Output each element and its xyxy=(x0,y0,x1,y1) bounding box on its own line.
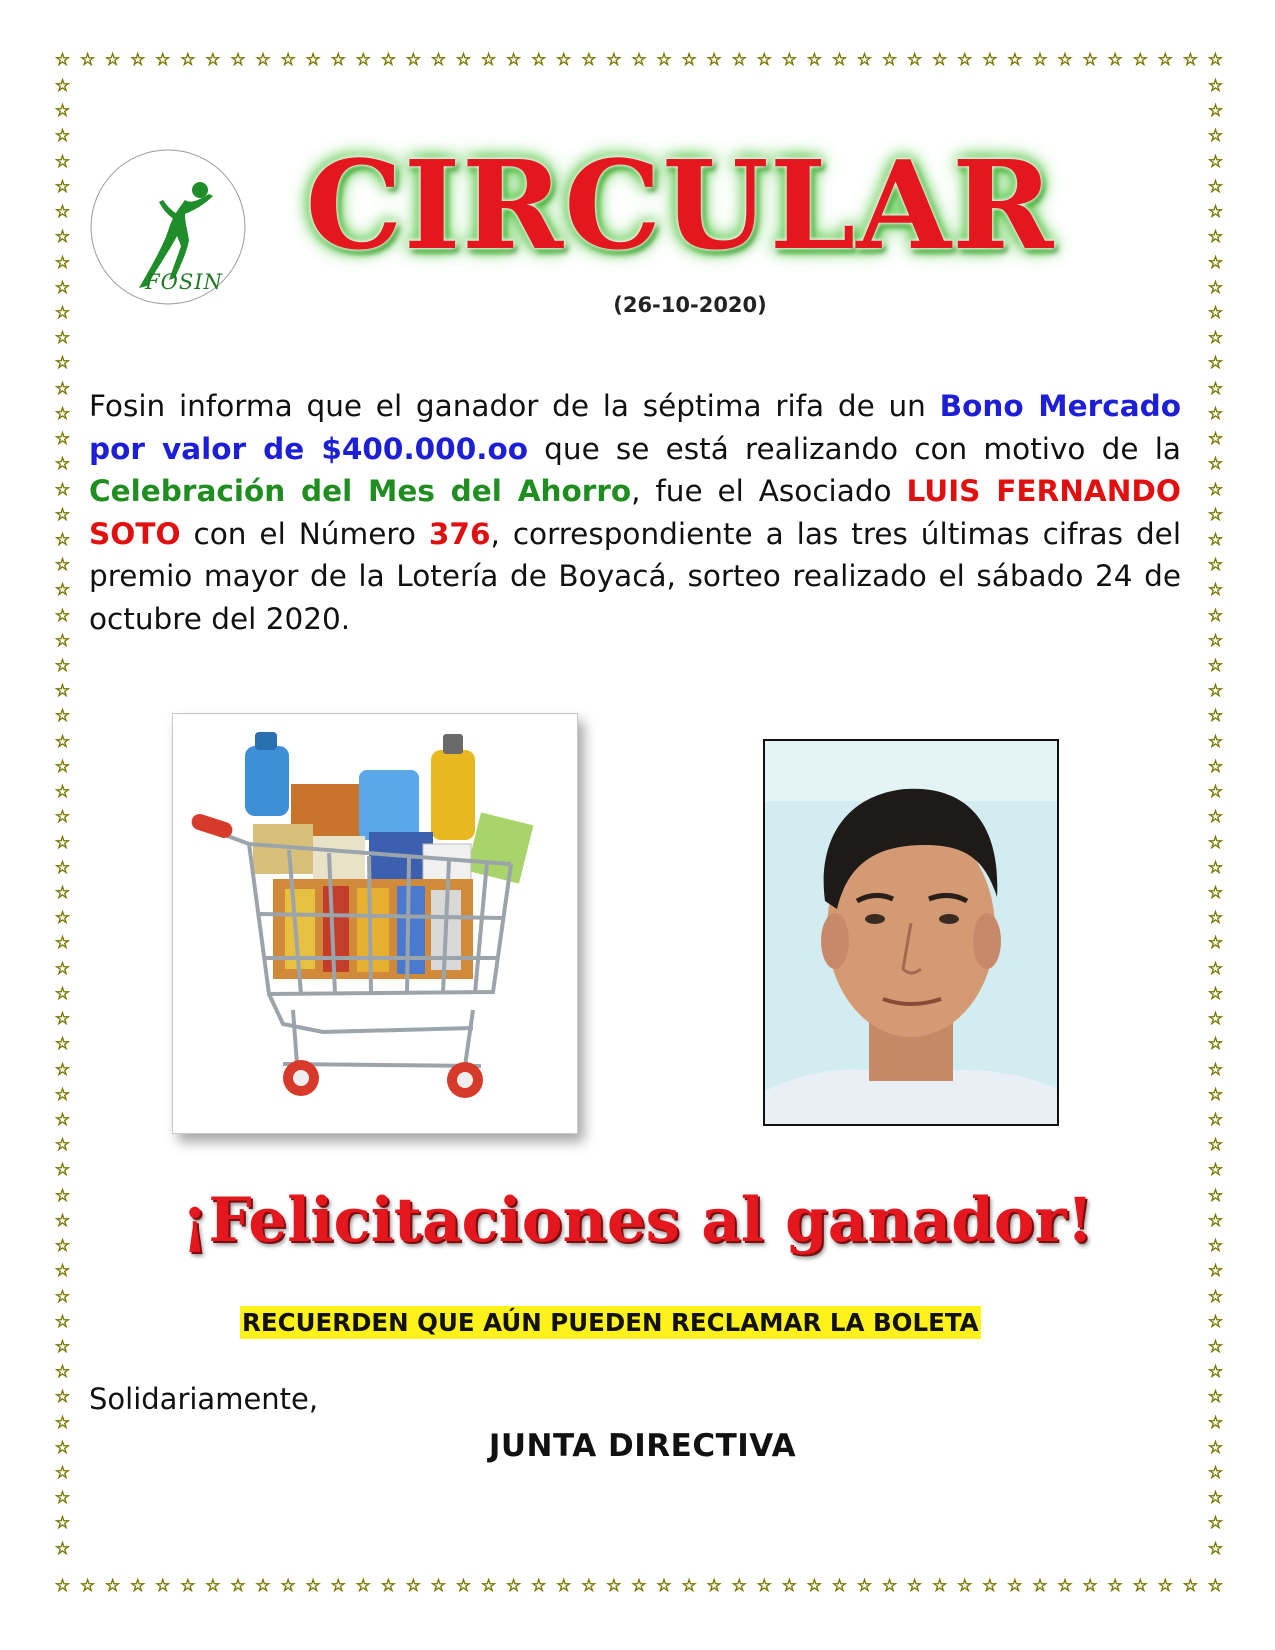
star-icon: ☆ xyxy=(1207,1412,1224,1433)
star-icon: ☆ xyxy=(1207,756,1224,777)
star-icon: ☆ xyxy=(606,1576,622,1596)
star-icon: ☆ xyxy=(706,1576,722,1596)
star-icon: ☆ xyxy=(681,50,697,70)
star-icon: ☆ xyxy=(1207,832,1224,853)
star-icon: ☆ xyxy=(380,50,396,70)
star-icon: ☆ xyxy=(1207,403,1224,424)
star-icon: ☆ xyxy=(54,429,71,450)
star-icon: ☆ xyxy=(556,50,572,70)
star-icon: ☆ xyxy=(54,1362,71,1383)
star-icon: ☆ xyxy=(1207,731,1224,752)
star-icon: ☆ xyxy=(54,908,71,929)
star-icon: ☆ xyxy=(781,1576,797,1596)
star-icon: ☆ xyxy=(907,1576,923,1596)
announcement-paragraph xyxy=(89,385,1181,640)
star-icon: ☆ xyxy=(79,1576,96,1596)
star-icon: ☆ xyxy=(957,50,973,70)
star-icon: ☆ xyxy=(1207,202,1224,223)
star-icon: ☆ xyxy=(1207,1236,1224,1257)
star-icon: ☆ xyxy=(1132,50,1148,70)
star-icon: ☆ xyxy=(255,50,271,70)
star-icon: ☆ xyxy=(54,126,71,147)
star-icon: ☆ xyxy=(54,1034,71,1055)
star-icon: ☆ xyxy=(856,1576,873,1596)
star-icon: ☆ xyxy=(405,50,421,70)
fosin-logo xyxy=(89,148,247,306)
star-icon: ☆ xyxy=(556,1576,572,1596)
star-icon: ☆ xyxy=(1207,1135,1224,1156)
star-icon: ☆ xyxy=(1007,50,1023,70)
star-icon: ☆ xyxy=(1207,1387,1224,1408)
star-icon: ☆ xyxy=(54,176,71,197)
star-icon: ☆ xyxy=(1207,1160,1224,1181)
star-icon: ☆ xyxy=(330,50,346,70)
announcement-text-4: con el Número xyxy=(180,516,429,551)
star-icon: ☆ xyxy=(731,50,747,70)
star-icon: ☆ xyxy=(1207,76,1224,96)
star-icon: ☆ xyxy=(54,1336,71,1357)
star-icon: ☆ xyxy=(205,50,221,70)
star-icon: ☆ xyxy=(54,76,71,96)
star-icon: ☆ xyxy=(1057,50,1073,70)
star-icon: ☆ xyxy=(1207,706,1224,727)
star-icon: ☆ xyxy=(54,1311,71,1332)
logo-figure-head xyxy=(192,182,208,198)
star-icon: ☆ xyxy=(1207,1488,1224,1509)
star-icon: ☆ xyxy=(856,50,873,70)
star-icon: ☆ xyxy=(681,1576,697,1596)
star-icon: ☆ xyxy=(1207,605,1224,626)
announcement-text-2: que se está realizando con motivo de la xyxy=(527,431,1181,466)
star-icon: ☆ xyxy=(480,1576,497,1596)
star-icon: ☆ xyxy=(731,1576,747,1596)
star-icon: ☆ xyxy=(54,605,71,626)
star-icon: ☆ xyxy=(54,1576,71,1596)
announcement-text-1: Fosin informa que el ganador de la séptima rifa de un xyxy=(89,389,940,423)
star-icon: ☆ xyxy=(1207,1362,1224,1383)
star-icon: ☆ xyxy=(1157,50,1173,70)
star-icon: ☆ xyxy=(54,227,71,248)
star-icon: ☆ xyxy=(531,50,547,70)
star-icon: ☆ xyxy=(1032,50,1048,70)
star-icon: ☆ xyxy=(105,1576,121,1596)
star-icon: ☆ xyxy=(54,1286,71,1307)
star-icon: ☆ xyxy=(1132,1576,1148,1596)
star-icon: ☆ xyxy=(54,504,71,525)
star-icon: ☆ xyxy=(756,1576,772,1596)
star-icon: ☆ xyxy=(54,580,71,601)
star-icon: ☆ xyxy=(1207,454,1224,475)
star-icon: ☆ xyxy=(54,782,71,803)
star-icon: ☆ xyxy=(1207,1463,1224,1484)
star-icon: ☆ xyxy=(130,50,146,70)
star-icon: ☆ xyxy=(1207,630,1224,651)
star-icon: ☆ xyxy=(54,1185,71,1206)
star-icon: ☆ xyxy=(1007,1576,1023,1596)
star-icon: ☆ xyxy=(1207,1261,1224,1282)
star-icon: ☆ xyxy=(54,479,71,500)
star-icon: ☆ xyxy=(1207,378,1224,399)
star-icon: ☆ xyxy=(932,1576,948,1596)
star-icon: ☆ xyxy=(631,1576,647,1596)
star-border-left xyxy=(54,78,71,1558)
star-icon: ☆ xyxy=(706,50,722,70)
star-icon: ☆ xyxy=(506,1576,522,1596)
star-icon: ☆ xyxy=(330,1576,346,1596)
star-icon: ☆ xyxy=(54,656,71,677)
star-icon: ☆ xyxy=(1207,302,1224,323)
star-icon: ☆ xyxy=(907,50,923,70)
star-icon: ☆ xyxy=(781,50,797,70)
star-icon: ☆ xyxy=(280,50,296,70)
star-icon: ☆ xyxy=(54,151,71,172)
star-icon: ☆ xyxy=(1082,1576,1098,1596)
star-icon: ☆ xyxy=(79,50,96,70)
star-icon: ☆ xyxy=(130,1576,146,1596)
star-icon: ☆ xyxy=(54,378,71,399)
star-icon: ☆ xyxy=(1207,1286,1224,1307)
star-icon: ☆ xyxy=(54,1160,71,1181)
page-title: CIRCULAR xyxy=(305,133,1055,277)
star-icon: ☆ xyxy=(54,883,71,903)
star-icon: ☆ xyxy=(54,353,71,374)
star-icon: ☆ xyxy=(54,1437,71,1458)
star-icon: ☆ xyxy=(54,983,71,1004)
winner-portrait-illustration xyxy=(765,741,1057,1124)
star-icon: ☆ xyxy=(305,50,321,70)
star-icon: ☆ xyxy=(1207,1437,1224,1458)
star-icon: ☆ xyxy=(1207,1513,1224,1534)
star-icon: ☆ xyxy=(1207,126,1224,147)
star-icon: ☆ xyxy=(1057,1576,1073,1596)
star-icon: ☆ xyxy=(982,1576,998,1596)
star-icon: ☆ xyxy=(1207,1538,1224,1559)
star-icon: ☆ xyxy=(54,50,71,70)
star-icon: ☆ xyxy=(831,1576,848,1596)
star-icon: ☆ xyxy=(54,529,71,550)
star-icon: ☆ xyxy=(54,403,71,424)
star-icon: ☆ xyxy=(957,1576,973,1596)
star-icon: ☆ xyxy=(631,50,647,70)
star-icon: ☆ xyxy=(1207,353,1224,374)
star-icon: ☆ xyxy=(54,731,71,752)
star-icon: ☆ xyxy=(54,1463,71,1484)
logo-text: FOSIN xyxy=(145,270,223,294)
star-icon: ☆ xyxy=(255,1576,271,1596)
circular-date: (26-10-2020) xyxy=(613,293,767,317)
star-icon: ☆ xyxy=(1207,1185,1224,1206)
star-icon: ☆ xyxy=(881,50,898,70)
star-icon: ☆ xyxy=(1207,1210,1224,1231)
star-icon: ☆ xyxy=(54,202,71,223)
star-icon: ☆ xyxy=(230,1576,246,1596)
star-icon: ☆ xyxy=(1207,908,1224,929)
star-icon: ☆ xyxy=(355,50,371,70)
star-icon: ☆ xyxy=(581,50,597,70)
star-icon: ☆ xyxy=(355,1576,371,1596)
star-icon: ☆ xyxy=(54,1135,71,1156)
star-icon: ☆ xyxy=(506,50,522,70)
announcement-text-3: , fue el Asociado xyxy=(631,474,907,508)
star-icon: ☆ xyxy=(54,1210,71,1231)
star-icon: ☆ xyxy=(1107,1576,1123,1596)
star-icon: ☆ xyxy=(831,50,848,70)
star-icon: ☆ xyxy=(54,1261,71,1282)
star-icon: ☆ xyxy=(54,1009,71,1030)
star-icon: ☆ xyxy=(54,1236,71,1257)
star-icon: ☆ xyxy=(455,1576,472,1596)
star-icon: ☆ xyxy=(1207,277,1224,298)
star-icon: ☆ xyxy=(54,706,71,727)
star-icon: ☆ xyxy=(54,958,71,979)
star-icon: ☆ xyxy=(1207,176,1224,197)
star-icon: ☆ xyxy=(430,1576,447,1596)
star-icon: ☆ xyxy=(881,1576,898,1596)
star-icon: ☆ xyxy=(756,50,772,70)
star-icon: ☆ xyxy=(54,630,71,651)
star-icon: ☆ xyxy=(1207,1009,1224,1030)
winner-photo xyxy=(763,739,1059,1126)
star-icon: ☆ xyxy=(1207,328,1224,349)
star-icon: ☆ xyxy=(54,252,71,273)
star-icon: ☆ xyxy=(1207,1034,1224,1055)
star-border-bottom xyxy=(54,1578,1224,1595)
star-icon: ☆ xyxy=(155,50,171,70)
star-icon: ☆ xyxy=(54,555,71,576)
star-icon: ☆ xyxy=(305,1576,321,1596)
star-icon: ☆ xyxy=(54,807,71,828)
star-icon: ☆ xyxy=(1207,1336,1224,1357)
star-icon: ☆ xyxy=(1207,227,1224,248)
star-icon: ☆ xyxy=(405,1576,421,1596)
star-icon: ☆ xyxy=(1082,50,1098,70)
star-icon: ☆ xyxy=(480,50,497,70)
star-icon: ☆ xyxy=(1207,656,1224,677)
winner-name: LUIS FERNANDO SOTO xyxy=(89,474,1181,551)
star-icon: ☆ xyxy=(54,933,71,954)
star-icon: ☆ xyxy=(656,1576,672,1596)
star-icon: ☆ xyxy=(155,1576,171,1596)
star-icon: ☆ xyxy=(1207,504,1224,525)
star-icon: ☆ xyxy=(54,454,71,475)
star-icon: ☆ xyxy=(1207,1059,1224,1080)
star-icon: ☆ xyxy=(1207,1084,1224,1105)
star-icon: ☆ xyxy=(54,1109,71,1130)
shopping-cart-image xyxy=(172,713,578,1134)
announcement-text-5: , correspondiente a las tres últimas cifras del premio mayor de la Lotería de Boyacá, sorteo realizado el sábado 24 de octubre del 2020. xyxy=(89,516,1182,636)
star-icon: ☆ xyxy=(54,1488,71,1509)
star-icon: ☆ xyxy=(1032,1576,1048,1596)
star-icon: ☆ xyxy=(105,50,121,70)
reminder-notice: RECUERDEN QUE AÚN PUEDEN RECLAMAR LA BOLETA xyxy=(242,1308,979,1337)
star-icon: ☆ xyxy=(1207,101,1224,122)
star-icon: ☆ xyxy=(280,1576,296,1596)
star-icon: ☆ xyxy=(1182,1576,1198,1596)
star-icon: ☆ xyxy=(54,1513,71,1534)
star-icon: ☆ xyxy=(1207,958,1224,979)
star-icon: ☆ xyxy=(54,681,71,702)
star-icon: ☆ xyxy=(1207,807,1224,828)
star-icon: ☆ xyxy=(455,50,472,70)
star-icon: ☆ xyxy=(1207,1576,1223,1596)
winning-number: 376 xyxy=(428,516,491,551)
event-highlight: Celebración del Mes del Ahorro xyxy=(89,474,632,508)
signature: JUNTA DIRECTIVA xyxy=(488,1428,797,1464)
star-icon: ☆ xyxy=(1207,1109,1224,1130)
star-icon: ☆ xyxy=(1207,857,1224,878)
congratulations-heading: ¡Felicitaciones al ganador! xyxy=(181,1185,1094,1256)
star-border-top xyxy=(54,52,1224,69)
star-icon: ☆ xyxy=(1182,50,1198,70)
star-icon: ☆ xyxy=(1207,151,1224,172)
star-icon: ☆ xyxy=(180,1576,196,1596)
star-icon: ☆ xyxy=(1207,580,1224,601)
star-icon: ☆ xyxy=(1207,555,1224,576)
star-icon: ☆ xyxy=(1207,681,1224,702)
star-icon: ☆ xyxy=(806,1576,822,1596)
star-icon: ☆ xyxy=(656,50,672,70)
star-icon: ☆ xyxy=(932,50,948,70)
closing-salutation: Solidariamente, xyxy=(89,1382,319,1416)
star-icon: ☆ xyxy=(54,1538,71,1559)
star-icon: ☆ xyxy=(531,1576,547,1596)
star-icon: ☆ xyxy=(54,302,71,323)
star-icon: ☆ xyxy=(54,832,71,853)
star-border-right xyxy=(1207,78,1224,1558)
star-icon: ☆ xyxy=(606,50,622,70)
star-icon: ☆ xyxy=(54,1412,71,1433)
star-icon: ☆ xyxy=(1207,983,1224,1004)
star-icon: ☆ xyxy=(581,1576,597,1596)
star-icon: ☆ xyxy=(54,277,71,298)
star-icon: ☆ xyxy=(982,50,998,70)
star-icon: ☆ xyxy=(1207,1311,1224,1332)
shopping-cart-illustration xyxy=(173,714,577,1133)
star-icon: ☆ xyxy=(1207,479,1224,500)
star-icon: ☆ xyxy=(430,50,447,70)
star-icon: ☆ xyxy=(54,1387,71,1408)
star-icon: ☆ xyxy=(54,1059,71,1080)
star-icon: ☆ xyxy=(1207,50,1223,70)
star-icon: ☆ xyxy=(205,1576,221,1596)
prize-highlight: Bono Mercado por valor de $400.000.oo xyxy=(89,389,1181,466)
star-icon: ☆ xyxy=(230,50,246,70)
star-icon: ☆ xyxy=(1207,429,1224,450)
star-icon: ☆ xyxy=(54,756,71,777)
star-icon: ☆ xyxy=(806,50,822,70)
star-icon: ☆ xyxy=(1207,933,1224,954)
star-icon: ☆ xyxy=(1157,1576,1173,1596)
star-icon: ☆ xyxy=(54,1084,71,1105)
star-icon: ☆ xyxy=(1207,252,1224,273)
star-icon: ☆ xyxy=(380,1576,396,1596)
star-icon: ☆ xyxy=(180,50,196,70)
star-icon: ☆ xyxy=(54,857,71,878)
star-icon: ☆ xyxy=(54,328,71,349)
star-icon: ☆ xyxy=(1207,883,1224,903)
star-icon: ☆ xyxy=(54,101,71,122)
star-icon: ☆ xyxy=(1107,50,1123,70)
star-icon: ☆ xyxy=(1207,782,1224,803)
star-icon: ☆ xyxy=(1207,529,1224,550)
